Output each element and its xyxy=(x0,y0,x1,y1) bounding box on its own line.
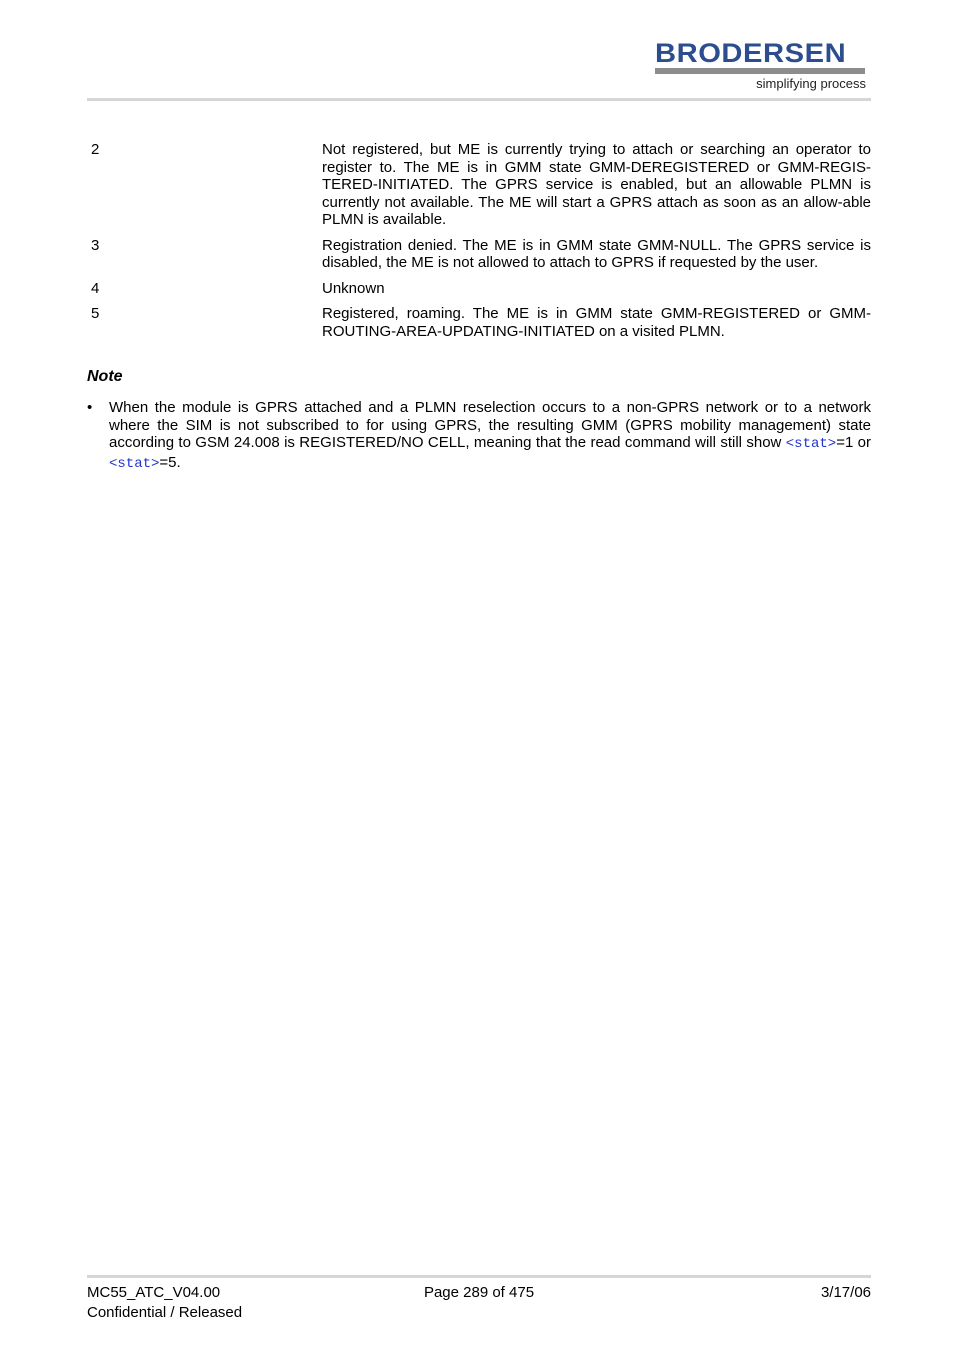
table-row xyxy=(87,237,871,272)
value-description: Registered, roaming. The ME is in GMM state GMM-REGISTERED or GMM-ROUTING-AREA-UPDATING-INITIATED on a visited PLMN. xyxy=(322,305,871,340)
company-logo xyxy=(652,40,870,94)
note-heading: Note xyxy=(87,368,123,385)
document-id: MC55_ATC_V04.00 xyxy=(87,1284,221,1301)
note-text-end: =5. xyxy=(159,453,181,471)
parameter-value-table xyxy=(87,141,871,348)
stat-parameter-link[interactable]: <stat> xyxy=(109,455,160,472)
value-key: 5 xyxy=(91,305,100,322)
document-date: 3/17/06 xyxy=(820,1284,871,1301)
bullet-icon: • xyxy=(87,399,93,416)
logo-tagline: simplifying process xyxy=(756,76,866,91)
list-item xyxy=(87,399,871,473)
stat-parameter-link[interactable]: <stat> xyxy=(785,436,837,452)
table-row xyxy=(87,141,871,229)
value-key: 2 xyxy=(91,141,100,158)
value-key: 3 xyxy=(91,236,100,254)
header-divider xyxy=(87,98,871,101)
table-row xyxy=(87,305,871,340)
value-description: Unknown xyxy=(322,279,385,297)
value-description: Registration denied. The ME is in GMM state GMM-NULL. The GPRS service is disabled, the ME is not allowed to attach to GPRS if requested by the user. xyxy=(322,236,871,271)
footer-divider xyxy=(87,1275,871,1278)
note-text-mid: =1 or xyxy=(836,434,872,451)
document-status: Confidential / Released xyxy=(87,1304,243,1321)
note-text xyxy=(109,399,871,473)
table-row xyxy=(87,280,871,298)
note-text-start: When the module is GPRS attached and a PLMN reselection occurs to a non-GPRS network or to a network where the SIM is not subscribed to for using GPRS, the resulting GMM (GPRS mobility management) state according to GSM 24.008 is REGISTERED/NO CELL, meaning that the read command will still show xyxy=(109,399,871,451)
logo-wordmark: BRODERSEN xyxy=(655,38,847,68)
page-number: Page 289 of 475 xyxy=(423,1284,535,1301)
note-list xyxy=(87,399,871,473)
value-description: Not registered, but ME is currently trying to attach or searching an operator to register to. The ME is in GMM state GMM-DEREGISTERED or GMM-REGIS-TERED-INITIATED. The GPRS service is enabled, but an allowable PLMN is currently not available. The ME will start a GPRS attach as soon as an allow-able PLMN is available. xyxy=(322,141,871,228)
logo-bar xyxy=(655,68,865,74)
value-key: 4 xyxy=(91,279,100,297)
